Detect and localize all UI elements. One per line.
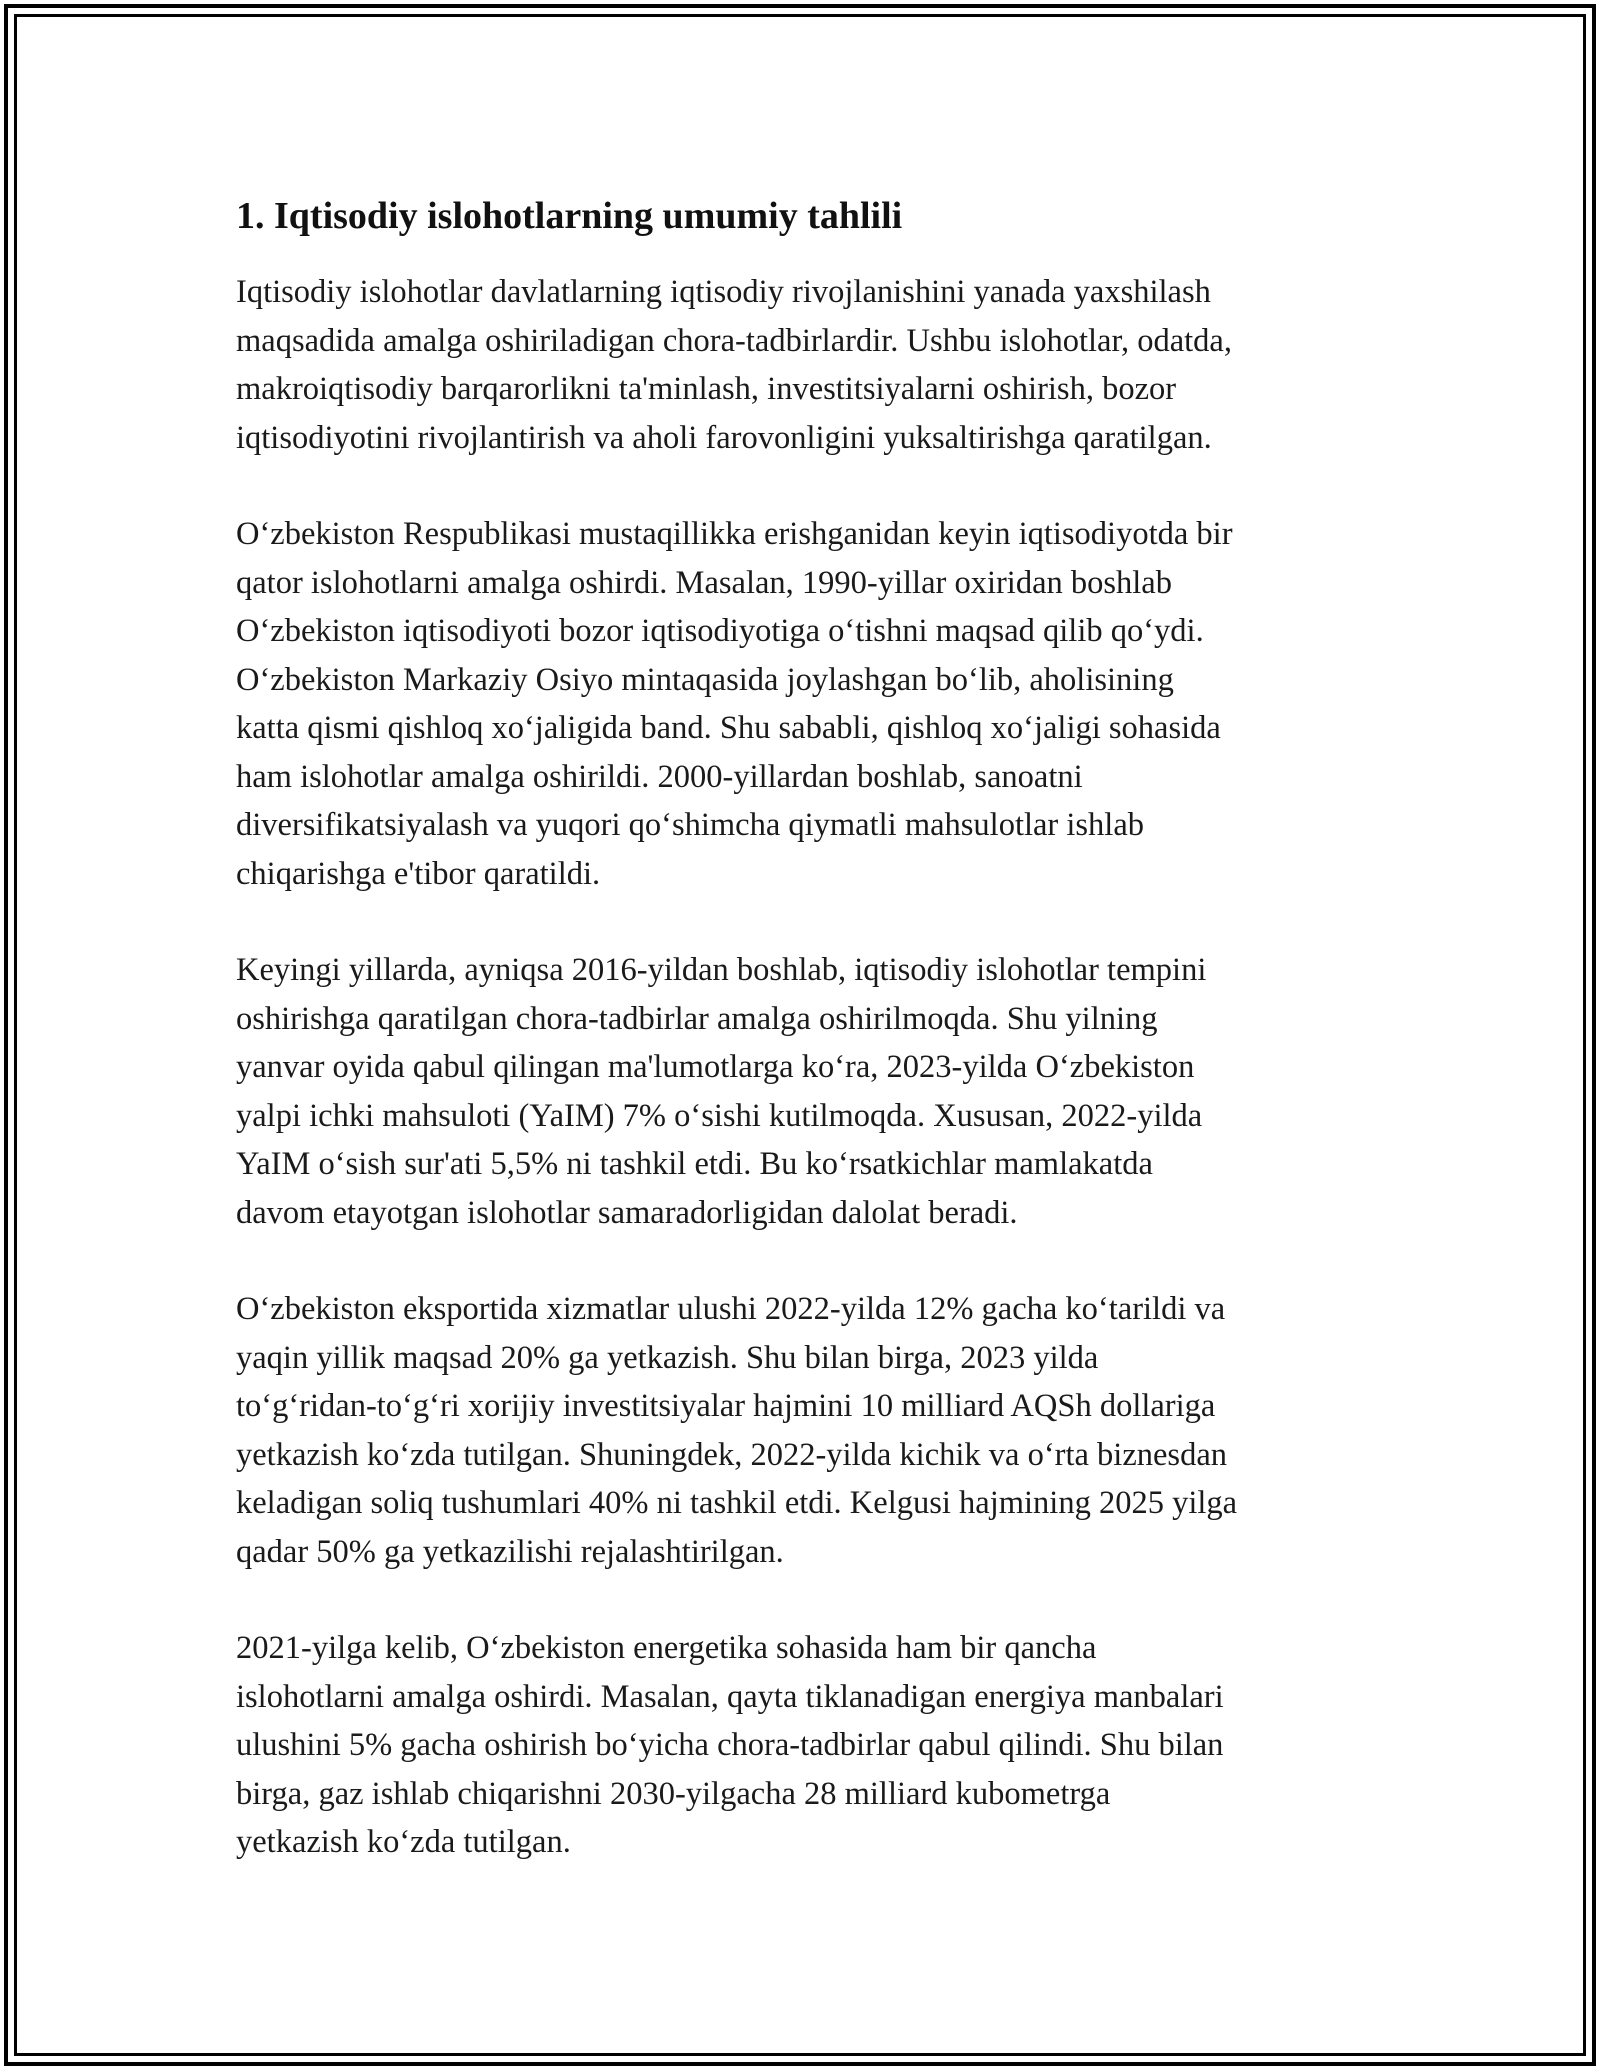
text-line: qator islohotlarni amalga oshirdi. Masalan, 1990-yillar oxiridan boshlab — [236, 564, 1172, 601]
text-line: yanvar oyida qabul qilingan ma'lumotlarga ko‘ra, 2023-yilda O‘zbekiston — [236, 1049, 1195, 1085]
paragraph-5 — [236, 1624, 1376, 1867]
text-line: birga, gaz ishlab chiqarishni 2030-yilgacha 28 milliard kubometrga — [236, 1775, 1111, 1812]
paragraph-4 — [236, 1285, 1376, 1576]
paragraph-2 — [236, 510, 1376, 898]
text-line: Iqtisodiy islohotlar davlatlarning iqtisodiy rivojlanishini yanada yaxshilash — [236, 274, 1211, 310]
document-body — [236, 186, 1376, 1915]
text-line: islohotlarni amalga oshirdi. Masalan, qayta tiklanadigan energiya manbalari — [236, 1678, 1224, 1715]
section-heading: 1. Iqtisodiy islohotlarning umumiy tahlili — [236, 195, 903, 237]
text-line: 2021-yilga kelib, O‘zbekiston energetika sohasida ham bir qancha — [236, 1630, 1097, 1666]
paragraph-3 — [236, 946, 1376, 1237]
text-line: katta qismi qishloq xo‘jaligida band. Shu sababli, qishloq xo‘jaligi sohasida — [236, 710, 1221, 746]
text-line: davom etayotgan islohotlar samaradorligidan dalolat beradi. — [236, 1194, 1018, 1231]
text-line: diversifikatsiyalash va yuqori qo‘shimcha qiymatli mahsulotlar ishlab — [236, 807, 1145, 843]
text-line: ham islohotlar amalga oshirildi. 2000-yillardan boshlab, sanoatni — [236, 758, 1083, 795]
text-line: O‘zbekiston Markaziy Osiyo mintaqasida joylashgan bo‘lib, aholisining — [236, 661, 1174, 698]
text-line: ulushini 5% gacha oshirish bo‘yicha chora-tadbirlar qabul qilindi. Shu bilan — [236, 1727, 1224, 1763]
text-line: keladigan soliq tushumlari 40% ni tashkil etdi. Kelgusi hajmining 2025 yilga — [236, 1485, 1238, 1521]
text-line: O‘zbekiston iqtisodiyoti bozor iqtisodiyotiga o‘tishni maqsad qilib qo‘ydi. — [236, 613, 1204, 649]
text-line: yaqin yillik maqsad 20% ga yetkazish. Shu bilan birga, 2023 yilda — [236, 1339, 1099, 1376]
paragraph-1 — [236, 268, 1376, 462]
text-line: YaIM o‘sish sur'ati 5,5% ni tashkil etdi. Bu ko‘rsatkichlar mamlakatda — [236, 1146, 1153, 1182]
text-line: to‘g‘ridan-to‘g‘ri xorijiy investitsiyalar hajmini 10 milliard AQSh dollariga — [236, 1388, 1216, 1424]
text-line: chiqarishga e'tibor qaratildi. — [236, 855, 601, 892]
text-line: makroiqtisodiy barqarorlikni ta'minlash, investitsiyalarni oshirish, bozor — [236, 371, 1177, 407]
text-line: O‘zbekiston Respublikasi mustaqillikka erishganidan keyin iqtisodiyotda bir — [236, 516, 1233, 552]
text-line: yetkazish ko‘zda tutilgan. — [236, 1824, 571, 1860]
text-line: Keyingi yillarda, ayniqsa 2016-yildan boshlab, iqtisodiy islohotlar tempini — [236, 952, 1207, 988]
text-line: iqtisodiyotini rivojlantirish va aholi farovonligini yuksaltirishga qaratilgan. — [236, 419, 1212, 456]
text-line: maqsadida amalga oshiriladigan chora-tadbirlardir. Ushbu islohotlar, odatda, — [236, 322, 1232, 359]
text-line: yalpi ichki mahsuloti (YaIM) 7% o‘sishi kutilmoqda. Xususan, 2022-yilda — [236, 1097, 1203, 1134]
text-line: oshirishga qaratilgan chora-tadbirlar amalga oshirilmoqda. Shu yilning — [236, 1000, 1158, 1037]
text-line: yetkazish ko‘zda tutilgan. Shuningdek, 2022-yilda kichik va o‘rta biznesdan — [236, 1436, 1227, 1473]
text-line: qadar 50% ga yetkazilishi rejalashtirilgan. — [236, 1533, 784, 1570]
text-line: O‘zbekiston eksportida xizmatlar ulushi 2022-yilda 12% gacha ko‘tarildi va — [236, 1291, 1226, 1327]
